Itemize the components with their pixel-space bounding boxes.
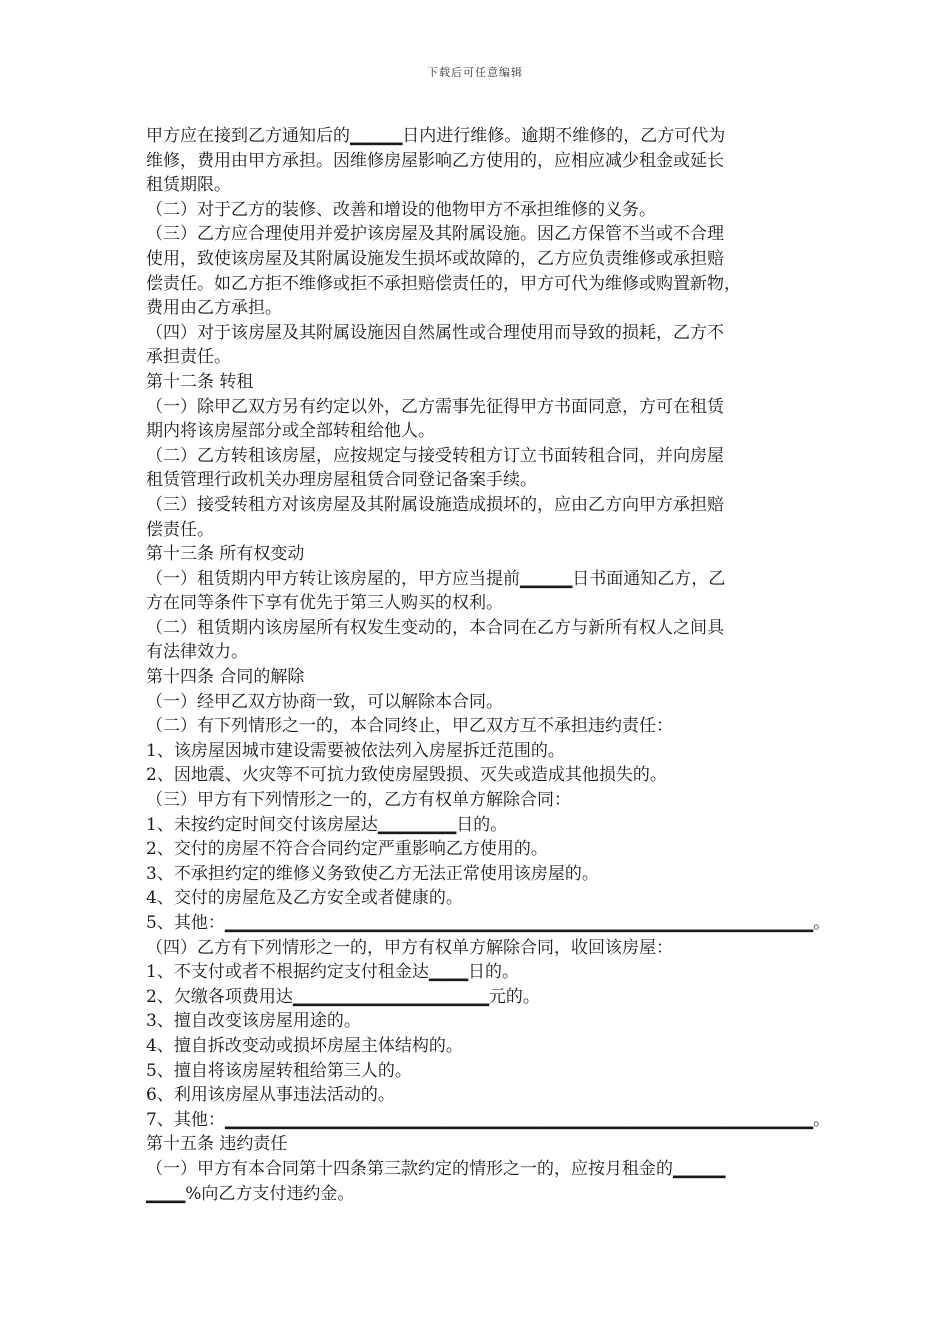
document-line: （四）对于该房屋及其附属设施因自然属性或合理使用而导致的损耗，乙方不	[146, 322, 724, 343]
document-line: 3、擅自改变该房屋用途的。	[146, 1011, 361, 1032]
document-line: 有法律效力。	[146, 642, 248, 663]
document-line: 3、不承担约定的维修义务致使乙方无法正常使用该房屋的。	[146, 863, 599, 884]
document-line: 租赁管理行政机关办理房屋租赁合同登记备案手续。	[146, 470, 537, 491]
section-heading: 第十四条 合同的解除	[146, 667, 305, 688]
document-line: 费用由乙方承担。	[146, 298, 282, 319]
document-line: 1、该房屋因城市建设需要被依法列入房屋拆迁范围的。	[146, 740, 565, 761]
document-line: （一）经甲乙双方协商一致，可以解除本合同。	[146, 691, 503, 712]
document-body	[146, 124, 831, 1206]
document-line: 2、欠缴各项费用达▁▁▁▁▁▁▁▁▁▁▁▁▁▁▁元的。	[146, 986, 540, 1007]
document-line: 使用，致使该房屋及其附属设施发生损坏或故障的，乙方应负责维修或承担赔	[146, 248, 724, 269]
document-line: 偿责任。	[146, 519, 214, 540]
document-line: （三）接受转租方对该房屋及其附属设施造成损坏的，应由乙方向甲方承担赔	[146, 494, 724, 515]
document-line: 5、擅自将该房屋转租给第三人的。	[146, 1060, 412, 1081]
document-line: 偿责任。如乙方拒不维修或拒不承担赔偿责任的，甲方可代为维修或购置新物，	[146, 273, 741, 294]
document-line: 1、未按约定时间交付该房屋达▁▁▁▁▁▁日的。	[146, 814, 508, 835]
document-line: （三）乙方应合理使用并爱护该房屋及其附属设施。因乙方保管不当或不合理	[146, 224, 724, 245]
document-line: 维修，费用由甲方承担。因维修房屋影响乙方使用的，应相应减少租金或延长	[146, 150, 724, 171]
document-line: 期内将该房屋部分或全部转租给他人。	[146, 421, 435, 442]
document-line: 租赁期限。	[146, 175, 231, 196]
document-line: （二）对于乙方的装修、改善和增设的他物甲方不承担维修的义务。	[146, 199, 656, 220]
document-line: 2、交付的房屋不符合合同约定严重影响乙方使用的。	[146, 839, 548, 860]
document-line: 1、不支付或者不根据约定支付租金达▁▁▁日的。	[146, 962, 520, 983]
document-line: （二）有下列情形之一的，本合同终止，甲乙双方互不承担违约责任：	[146, 716, 673, 737]
document-line: （四）乙方有下列情形之一的，甲方有权单方解除合同，收回该房屋：	[146, 937, 673, 958]
document-line: 4、擅自拆改变动或损坏房屋主体结构的。	[146, 1035, 463, 1056]
document-line: （一）租赁期内甲方转让该房屋的，甲方应当提前▁▁▁▁日书面通知乙方，乙	[146, 568, 726, 589]
document-line: （二）乙方转租该房屋，应按规定与接受转租方订立书面转租合同，并向房屋	[146, 445, 724, 466]
document-line: （三）甲方有下列情形之一的，乙方有权单方解除合同：	[146, 790, 571, 811]
document-line: ▁▁▁%向乙方支付违约金。	[146, 1183, 355, 1204]
document-line: （二）租赁期内该房屋所有权发生变动的，本合同在乙方与新所有权人之间具	[146, 617, 724, 638]
page-header-note: 下载后可任意编辑	[427, 66, 523, 79]
document-line: 承担责任。	[146, 347, 231, 368]
document-line: 4、交付的房屋危及乙方安全或者健康的。	[146, 888, 463, 909]
document-line: 甲方应在接到乙方通知后的▁▁▁▁日内进行维修。逾期不维修的，乙方可代为	[146, 126, 726, 146]
section-heading: 第十二条 转租	[146, 371, 254, 392]
document-line: 6、利用该房屋从事违法活动的。	[146, 1085, 395, 1106]
document-line: 方在同等条件下享有优先于第三人购买的权利。	[146, 593, 503, 614]
section-heading: 第十三条 所有权变动	[146, 544, 305, 565]
document-line: （一）除甲乙双方另有约定以外，乙方需事先征得甲方书面同意，方可在租赁	[146, 396, 724, 417]
document-line: （一）甲方有本合同第十四条第三款约定的情形之一的，应按月租金的▁▁▁▁	[146, 1158, 726, 1179]
document-line: 5、其他：▁▁▁▁▁▁▁▁▁▁▁▁▁▁▁▁▁▁▁▁▁▁▁▁▁▁▁▁▁▁▁▁▁▁▁▁▁▁▁▁▁▁▁▁▁。	[146, 913, 831, 933]
document-line: 2、因地震、火灾等不可抗力致使房屋毁损、灭失或造成其他损失的。	[146, 765, 667, 786]
section-heading: 第十五条 违约责任	[146, 1134, 288, 1155]
document-line: 7、其他：▁▁▁▁▁▁▁▁▁▁▁▁▁▁▁▁▁▁▁▁▁▁▁▁▁▁▁▁▁▁▁▁▁▁▁▁▁▁▁▁▁▁▁▁▁。	[146, 1109, 831, 1130]
